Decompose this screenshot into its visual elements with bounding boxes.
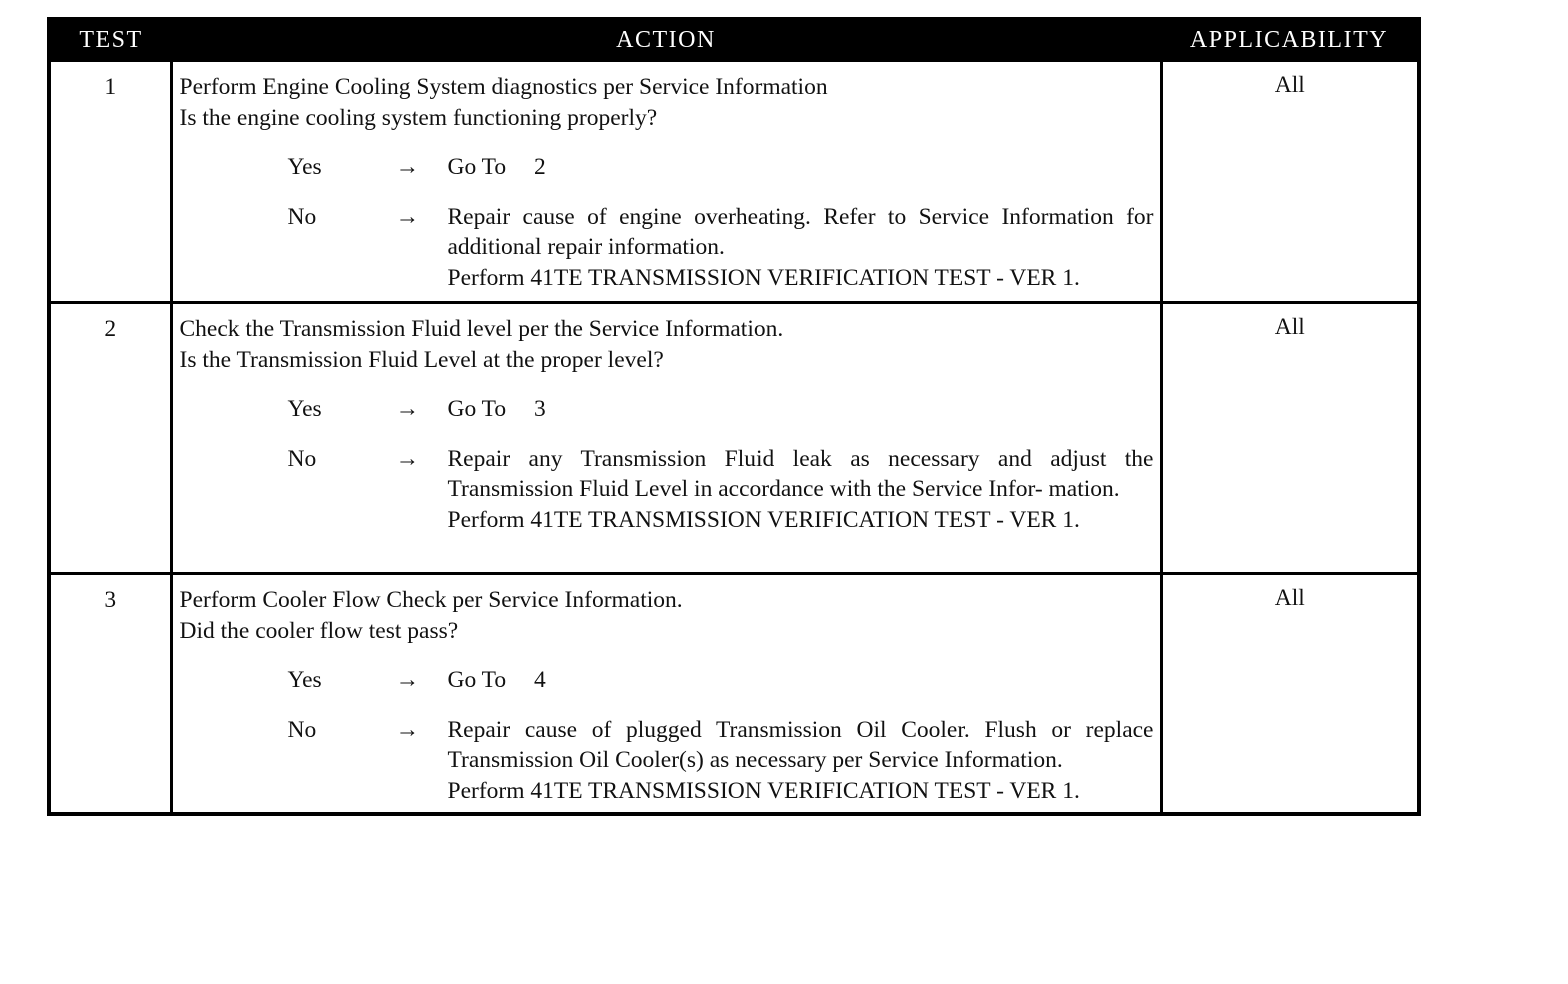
action-question: Is the Transmission Fluid Level at the proper level? [179, 346, 664, 373]
action-instruction: Check the Transmission Fluid level per the Service Information. [179, 316, 784, 342]
table-row [49, 61, 1419, 303]
no-action-text: Repair cause of engine overheating. Refer to Service Information for additional repair information. [447, 203, 1154, 260]
yes-branch [180, 394, 1154, 425]
diagnostic-test-table [47, 17, 1421, 816]
applicability-value: All [1161, 61, 1419, 303]
right-arrow-icon: → [395, 716, 419, 743]
test-number: 1 [49, 61, 171, 303]
yes-label: Yes [287, 667, 322, 693]
right-arrow-icon: → [395, 396, 419, 422]
verification-test-instruction: Perform 41TE TRANSMISSION VERIFICATION TEST - VER 1. [447, 777, 1080, 804]
table-row [49, 303, 1419, 574]
action-instruction: Perform Cooler Flow Check per Service Information. [179, 587, 683, 613]
no-branch [180, 444, 1154, 536]
action-cell [171, 303, 1161, 574]
no-action-text: Repair cause of plugged Transmission Oil Cooler. Flush or replace Transmission Oil Cooler(s) as necessary per Service Information. [447, 716, 1154, 773]
yes-goto [448, 152, 1154, 183]
test-number: 2 [49, 303, 171, 574]
goto-target: 2 [534, 154, 546, 180]
right-arrow-icon: → [395, 445, 419, 472]
action-question: Is the engine cooling system functioning properly? [179, 104, 658, 131]
header-applicability: APPLICABILITY [1161, 19, 1419, 61]
yes-goto [448, 394, 1154, 425]
applicability-value: All [1161, 574, 1419, 815]
verification-test-instruction: Perform 41TE TRANSMISSION VERIFICATION TEST - VER 1. [447, 264, 1080, 291]
action-cell [171, 574, 1161, 815]
table-body [49, 61, 1419, 815]
right-arrow-icon: → [395, 667, 419, 693]
no-branch [180, 202, 1154, 294]
goto-label: Go To [447, 667, 507, 693]
yes-label: Yes [287, 154, 322, 180]
action-question: Did the cooler flow test pass? [179, 617, 459, 644]
header-row [49, 19, 1419, 61]
right-arrow-icon: → [395, 154, 419, 180]
action-instruction: Perform Engine Cooling System diagnostics per Service Information [179, 74, 828, 100]
yes-label: Yes [287, 396, 322, 422]
yes-branch [180, 152, 1154, 183]
right-arrow-icon: → [395, 203, 419, 230]
applicability-value: All [1161, 303, 1419, 574]
action-cell [171, 61, 1161, 303]
no-action [448, 444, 1154, 536]
yes-branch [180, 665, 1154, 696]
goto-target: 3 [534, 396, 546, 422]
no-action [448, 202, 1154, 294]
test-number: 3 [49, 574, 171, 815]
goto-target: 4 [534, 667, 546, 693]
no-branch [180, 715, 1154, 807]
yes-goto [448, 665, 1154, 696]
table-header [49, 19, 1419, 61]
header-action: ACTION [171, 19, 1161, 61]
diagnostic-table-container [47, 17, 1417, 816]
no-label: No [287, 716, 317, 743]
no-action-text: Repair any Transmission Fluid leak as necessary and adjust the Transmission Fluid Level in accordance with the Service Infor- mation. [447, 445, 1154, 502]
verification-test-instruction: Perform 41TE TRANSMISSION VERIFICATION TEST - VER 1. [447, 506, 1080, 533]
goto-label: Go To [447, 154, 507, 180]
no-label: No [287, 203, 317, 230]
table-row [49, 574, 1419, 815]
goto-label: Go To [447, 396, 507, 422]
header-test: TEST [49, 19, 171, 61]
no-label: No [287, 445, 317, 472]
no-action [448, 715, 1154, 807]
